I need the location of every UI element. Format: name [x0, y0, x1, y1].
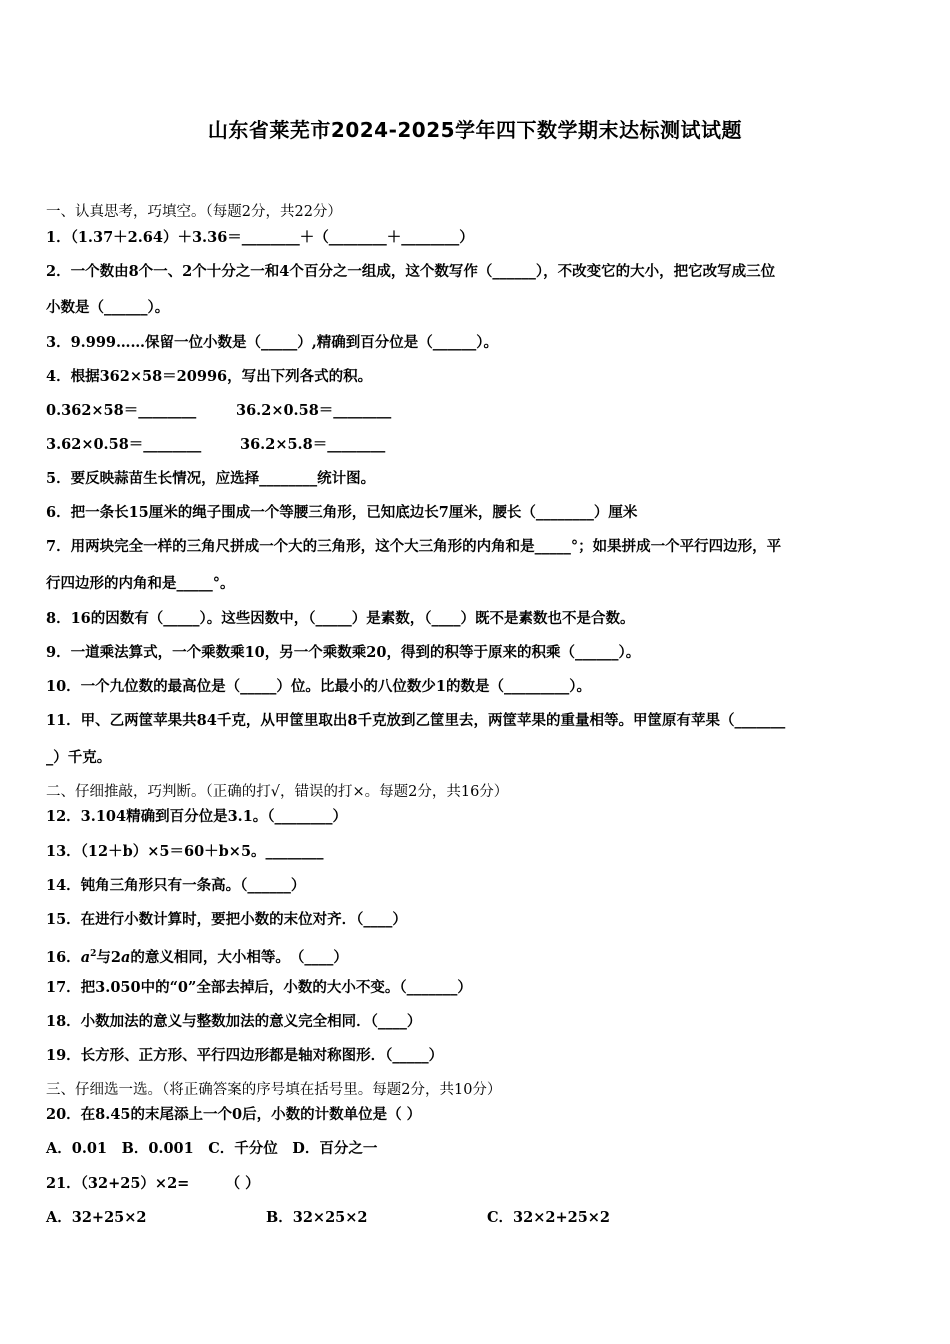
question-17: 17．把3.050中的“0”全部去掉后，小数的大小不变。（_______） — [46, 979, 472, 996]
question-21-option-b: B．32×25×2 — [266, 1209, 368, 1226]
question-21-option-c: C．32×2+25×2 — [487, 1209, 611, 1226]
question-10: 10．一个九位数的最高位是（_____）位。比最小的八位数少1的数是（_________）。 — [46, 678, 592, 695]
question-20-options: A．0.01 B．0.001 C．千分位 D．百分之一 — [46, 1140, 378, 1157]
question-13: 13．（12＋b）×5＝60＋b×5。________ — [46, 843, 324, 860]
question-5: 5．要反映蒜苗生长情况，应选择________统计图。 — [46, 470, 376, 487]
section-1-heading: 一、认真思考，巧填空。（每题2分，共22分） — [46, 204, 342, 220]
question-2-line-1: 2．一个数由8个一、2个十分之一和4个百分之一组成，这个数写作（______），不改变它的大小，把它改写成三位 — [46, 263, 776, 280]
question-14: 14．钝角三角形只有一条高。（______） — [46, 877, 306, 894]
question-8: 8．16的因数有（_____）。这些因数中，（_____）是素数，（____）既不是素数也不是合数。 — [46, 610, 635, 627]
section-2-heading: 二、仔细推敲，巧判断。（正确的打√，错误的打×。每题2分，共16分） — [46, 784, 509, 800]
question-9: 9．一道乘法算式，一个乘数乘10，另一个乘数乘20，得到的积等于原来的积乘（______）。 — [46, 644, 641, 661]
question-20: 20．在8.45的末尾添上一个0后，小数的计数单位是（ ） — [46, 1106, 422, 1123]
question-19: 19．长方形、正方形、平行四边形都是轴对称图形．（_____） — [46, 1047, 444, 1064]
question-21-option-a: A．32+25×2 — [46, 1209, 147, 1226]
page-title: 山东省莱芜市2024-2025学年四下数学期末达标测试试题 — [207, 118, 743, 142]
question-7-line-2: 行四边形的内角和是_____°。 — [46, 575, 235, 592]
question-15: 15．在进行小数计算时，要把小数的末位对齐．（____） — [46, 911, 407, 928]
question-4-item-b: 36.2×0.58＝________ — [236, 402, 392, 419]
question-4-item-c: 3.62×0.58＝________ — [46, 436, 202, 453]
question-4: 4．根据362×58＝20996，写出下列各式的积。 — [46, 368, 373, 385]
question-2-line-2: 小数是（______）。 — [46, 299, 170, 316]
question-11-line-2: _）千克。 — [46, 749, 112, 766]
question-18: 18．小数加法的意义与整数加法的意义完全相同．（____） — [46, 1013, 422, 1030]
question-21: 21．（32+25）×2= （ ） — [46, 1175, 260, 1192]
question-6: 6．把一条长15厘米的绳子围成一个等腰三角形，已知底边长7厘米，腰长（________）厘米 — [46, 504, 638, 521]
question-12: 12．3.104精确到百分位是3.1。（________） — [46, 808, 348, 825]
question-16: 16．$a^2$与2a的意义相同，大小相等。 （____） — [46, 948, 348, 966]
question-3: 3．9.999……保留一位小数是（_____）,精确到百分位是（______）。 — [46, 334, 499, 351]
question-7-line-1: 7．用两块完全一样的三角尺拼成一个大的三角形，这个大三角形的内角和是_____°；如果拼成一个平行四边形，平 — [46, 538, 782, 555]
question-1: 1．（1.37＋2.64）＋3.36＝________＋（________＋________） — [46, 229, 474, 246]
section-3-heading: 三、仔细选一选。（将正确答案的序号填在括号里。每题2分，共10分） — [46, 1082, 502, 1098]
question-11-line-1: 11．甲、乙两筐苹果共84千克，从甲筐里取出8千克放到乙筐里去，两筐苹果的重量相等。甲筐原有苹果（_______ — [46, 712, 786, 729]
question-4-item-a: 0.362×58＝________ — [46, 402, 197, 419]
question-4-item-d: 36.2×5.8＝________ — [240, 436, 386, 453]
